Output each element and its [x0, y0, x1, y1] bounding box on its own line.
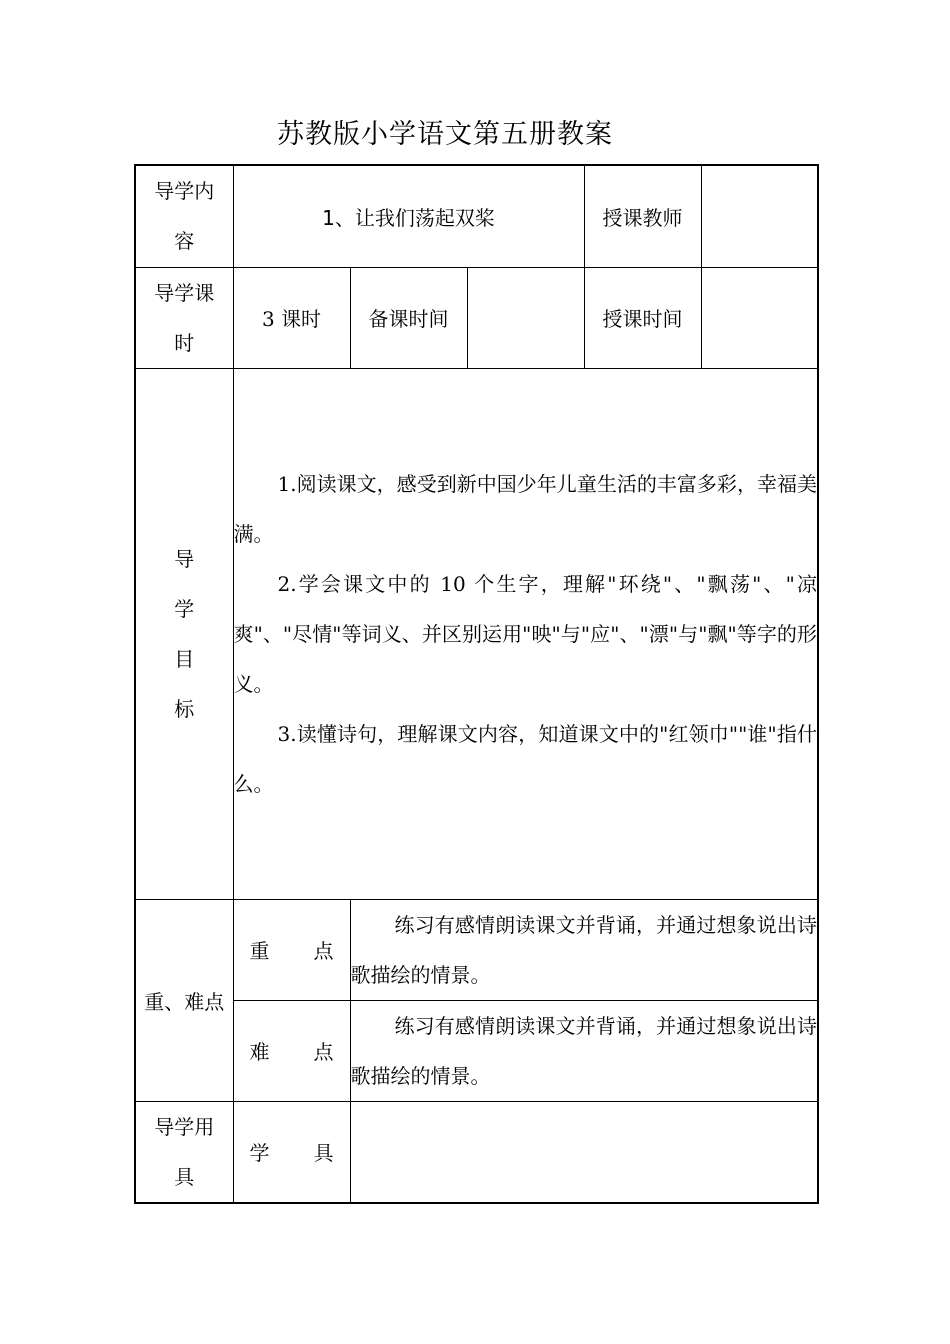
teacher-value-cell [701, 165, 818, 267]
document-title: 苏教版小学语文第五册教案 [277, 119, 613, 150]
teach-time-label: 授课时间 [602, 307, 683, 331]
key-point-label-char: 重 [249, 939, 270, 963]
difficult-point-label-char: 难 [249, 1040, 270, 1064]
teach-time-value-cell [701, 267, 818, 368]
goal-item: 2.学会课文中的 10 个生字，理解"环绕"、"飘荡"、"凉爽"、"尽情"等词义、并区别运用"映"与"应"、"漂"与"飘"等字的形义。 [233, 571, 818, 696]
difficult-point-label-cell [233, 1000, 350, 1101]
goals-label-char: 标 [174, 696, 195, 721]
prep-time-label: 备课时间 [368, 307, 449, 331]
row-goals [135, 368, 818, 899]
content-label: 导学内容 [154, 179, 215, 254]
goal-item: 1.阅读课文，感受到新中国少年儿童生活的丰富多彩，幸福美满。 [233, 471, 818, 546]
key-point-text: 练习有感情朗读课文并背诵，并通过想象说出诗歌描绘的情景。 [350, 912, 818, 987]
tools-sub-label-cell [233, 1101, 350, 1203]
prep-time-value-cell [467, 267, 584, 368]
hours-value: 3 课时 [261, 307, 322, 331]
goals-label-char: 导 [174, 546, 195, 571]
key-point-label-char: 点 [313, 939, 334, 963]
tools-label-cell [135, 1101, 233, 1203]
teacher-label: 授课教师 [602, 205, 683, 230]
row-tools [135, 1101, 818, 1203]
goals-label-cell [135, 368, 233, 899]
key-label: 重、难点 [144, 989, 225, 1014]
goals-label-char: 学 [174, 596, 195, 621]
teacher-label-cell [584, 165, 701, 267]
hours-label-cell [135, 267, 233, 368]
content-label-cell [135, 165, 233, 267]
lesson-title-cell [233, 165, 584, 267]
key-point-text-cell [350, 899, 818, 1000]
difficult-point-text: 练习有感情朗读课文并背诵，并通过想象说出诗歌描绘的情景。 [350, 1013, 818, 1088]
row-key-point [135, 899, 818, 1000]
prep-time-label-cell [350, 267, 467, 368]
key-point-label-cell [233, 899, 350, 1000]
difficult-point-label-char: 点 [313, 1040, 334, 1064]
teach-time-label-cell [584, 267, 701, 368]
goals-label-char: 目 [174, 646, 195, 671]
goal-item: 3.读懂诗句，理解课文内容，知道课文中的"红领巾""谁"指什么。 [233, 721, 818, 796]
key-label-cell [135, 899, 233, 1101]
lesson-plan-table [134, 164, 819, 1204]
row-content [135, 165, 818, 267]
tools-value-cell [350, 1101, 818, 1203]
tools-label: 导学用具 [154, 1114, 215, 1189]
tools-sub-label-char: 学 [249, 1141, 270, 1165]
lesson-title: 1、让我们荡起双桨 [322, 205, 495, 230]
hours-value-cell [233, 267, 350, 368]
row-hours [135, 267, 818, 368]
hours-label: 导学课时 [154, 280, 215, 355]
row-difficult-point [135, 1000, 818, 1101]
goals-cell [233, 368, 818, 899]
difficult-point-text-cell [350, 1000, 818, 1101]
tools-sub-label-char: 具 [313, 1141, 334, 1165]
